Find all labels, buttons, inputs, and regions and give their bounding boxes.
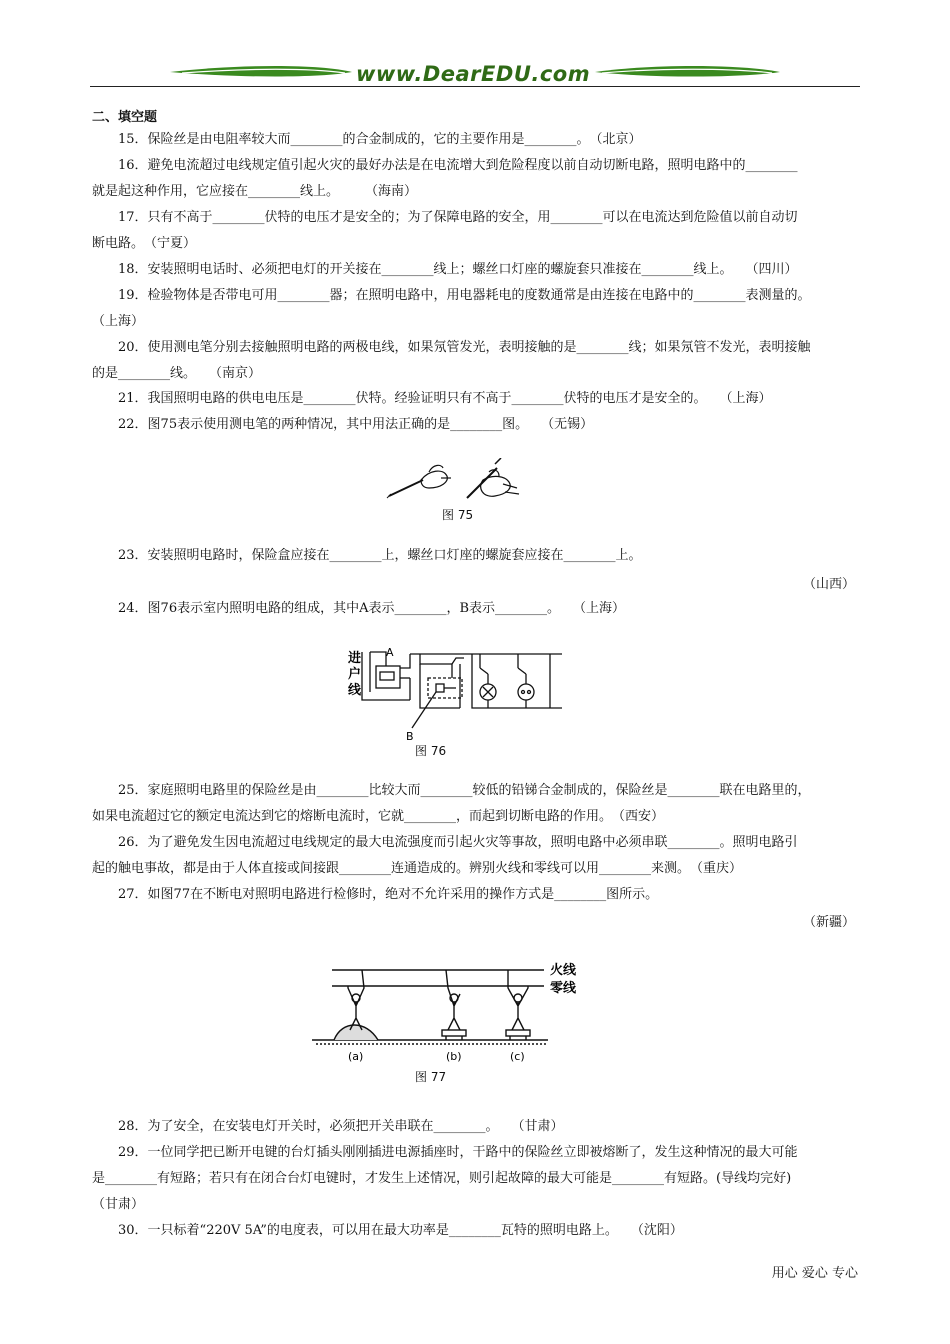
question-23-source: （山西） [802, 577, 855, 592]
question-25-line2: 如果电流超过它的额定电流达到它的熔断电流时，它就________，而起到切断电路的作用。 （西安） [92, 809, 665, 824]
question-17 [92, 205, 862, 257]
question-18: 18．安装照明电话时、必须把电灯的开关接在________线上；螺丝口灯座的螺旋套只准接在________线上。 （四川） [118, 262, 798, 277]
question-15: 15．保险丝是由电阻率较大而________的合金制成的，它的主要作用是________。 （北京） [118, 132, 642, 147]
figure-77-repair-diagram [312, 958, 602, 1066]
question-20-line2: 的是________线。 （南京） [92, 366, 262, 381]
question-22: 22．图75表示使用测电笔的两种情况，其中用法正确的是________图。 （无锡） [118, 417, 594, 432]
question-25-line1: 25．家庭照明电路里的保险丝是由________比较大而________较低的铅锑合金制成的，保险丝是________联在电路里的， [118, 783, 811, 798]
question-30: 30．一只标着“220V 5A”的电度表，可以用在最大功率是________瓦特的照明电路上。 （沈阳） [118, 1223, 683, 1238]
figure-77-label-neutral: 零线 [550, 981, 577, 996]
footer-slogan: 用心 爱心 专心 [771, 1266, 858, 1281]
question-23: 23．安装照明电路时，保险盒应接在________上，螺丝口灯座的螺旋套应接在________上。 [118, 548, 642, 563]
question-16 [92, 153, 862, 205]
header-rule [90, 86, 860, 87]
question-27-source: （新疆） [802, 915, 855, 930]
question-26-line1: 26．为了避免发生因电流超过电线规定的最大电流强度而引起火灾等事故，照明电路中必须串联________。照明电路引 [118, 835, 798, 850]
header-logo-text: www.DearEDU.com [356, 62, 591, 86]
figure-75-caption: 图 75 [442, 508, 474, 522]
question-29-line3: （甘肃） [92, 1197, 145, 1212]
figure-76-label-in-2: 户 [348, 667, 362, 682]
figure-76-label-b: B [406, 730, 414, 743]
question-17-line2: 断电路。 （宁夏） [92, 236, 197, 251]
question-16-line2: 就是起这种作用，它应接在________线上。 （海南） [92, 184, 418, 199]
figure-77-label-c: (c) [510, 1050, 525, 1063]
figure-75-tester-drawing [385, 458, 520, 504]
question-29 [92, 1140, 862, 1218]
figure-76-label-a: A [386, 646, 394, 659]
question-19 [92, 283, 862, 335]
question-16-line1: 16．避免电流超过电线规定值引起火灾的最好办法是在电流增大到危险程度以前自动切断电路，照明电路中的________ [118, 158, 798, 173]
question-27: 27．如图77在不断电对照明电路进行检修时，绝对不允许采用的操作方式是________图所示。 [118, 887, 659, 902]
question-29-line1: 29．一位同学把已断开电键的台灯插头刚刚插进电源插座时，干路中的保险丝立即被熔断了，发生这种情况的最大可能 [118, 1145, 798, 1160]
figure-76-label-in-1: 进 [348, 651, 362, 666]
figure-76-label-in-3: 线 [348, 683, 362, 698]
figure-76-caption: 图 76 [415, 744, 447, 758]
figure-77-label-a: (a) [348, 1050, 364, 1063]
question-21: 21．我国照明电路的供电电压是________伏特。经验证明只有不高于________伏特的电压才是安全的。 （上海） [118, 391, 772, 406]
section-title: 二、填空题 [92, 110, 158, 125]
question-29-line2: 是________有短路；若只有在闭合台灯电键时，才发生上述情况，则引起故障的最大可能是________有短路。(导线均完好) [92, 1171, 792, 1186]
figure-77-label-b: (b) [446, 1050, 462, 1063]
question-24: 24．图76表示室内照明电路的组成，其中A表示________，B表示________。 （上海） [118, 601, 626, 616]
question-17-line1: 17．只有不高于________伏特的电压才是安全的；为了保障电路的安全，用________可以在电流达到危险值以前自动切 [118, 210, 798, 225]
question-19-line2: （上海） [92, 314, 145, 329]
question-20-line1: 20．使用测电笔分别去接触照明电路的两极电线，如果氖管发光，表明接触的是________线；如果氖管不发光，表明接触 [118, 340, 811, 355]
question-20 [92, 335, 862, 387]
figure-77-label-live: 火线 [550, 963, 577, 978]
figure-77-caption: 图 77 [415, 1070, 447, 1084]
figure-76-circuit-diagram [340, 644, 565, 744]
question-28: 28．为了安全，在安装电灯开关时，必须把开关串联在________。 （甘肃） [118, 1119, 564, 1134]
question-26-line2: 起的触电事故，都是由于人体直接或间接跟________连通造成的。辨别火线和零线可以用________来测。 （重庆） [92, 861, 743, 876]
question-26 [92, 830, 862, 882]
question-19-line1: 19．检验物体是否带电可用________器；在照明电路中，用电器耗电的度数通常是由连接在电路中的________表测量的。 [118, 288, 811, 303]
question-25 [92, 778, 862, 830]
